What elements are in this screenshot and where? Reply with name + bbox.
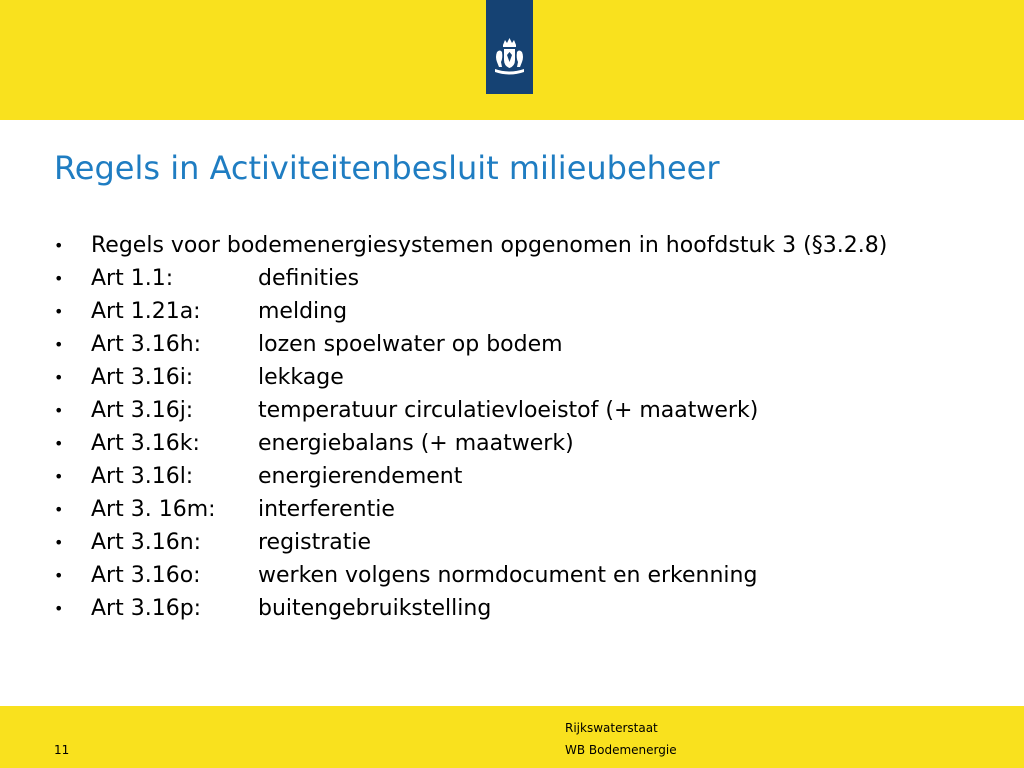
list-item — [54, 430, 974, 457]
article-description: registratie — [258, 530, 372, 555]
department-name: WB Bodemenergie — [565, 743, 677, 757]
article-description: buitengebruikstelling — [258, 596, 492, 621]
article-code: Art 3.16h: — [91, 332, 202, 357]
article-code: Art 3.16k: — [91, 431, 200, 456]
bullet-icon: • — [54, 566, 64, 585]
rijksoverheid-crest-icon — [486, 0, 533, 94]
list-item — [54, 529, 974, 556]
article-code: Art 3.16l: — [91, 464, 194, 489]
list-item — [54, 397, 974, 424]
article-description: temperatuur circulatievloeistof (+ maatwerk) — [258, 398, 759, 423]
article-code: Art 3.16j: — [91, 398, 194, 423]
bullet-icon: • — [54, 533, 64, 552]
article-code: Art 1.1: — [91, 266, 174, 291]
intro-text: Regels voor bodemenergiesystemen opgenomen in hoofdstuk 3 (§3.2.8) — [91, 233, 888, 258]
list-item — [54, 562, 974, 589]
list-item — [54, 364, 974, 391]
list-item — [54, 232, 974, 259]
bullet-icon: • — [54, 368, 64, 387]
bullet-icon: • — [54, 434, 64, 453]
bullet-icon: • — [54, 269, 64, 288]
page-number: 11 — [54, 743, 70, 757]
bullet-icon: • — [54, 335, 64, 354]
article-code: Art 1.21a: — [91, 299, 201, 324]
article-code: Art 3.16p: — [91, 596, 202, 621]
article-description: lozen spoelwater op bodem — [258, 332, 563, 357]
logo — [486, 0, 533, 94]
article-code: Art 3.16i: — [91, 365, 194, 390]
list-item — [54, 496, 974, 523]
article-code: Art 3.16n: — [91, 530, 202, 555]
article-description: energierendement — [258, 464, 463, 489]
list-item — [54, 595, 974, 622]
bullet-icon: • — [54, 401, 64, 420]
bullet-icon: • — [54, 500, 64, 519]
article-description: definities — [258, 266, 360, 291]
article-description: melding — [258, 299, 348, 324]
article-description: interferentie — [258, 497, 395, 522]
bullet-icon: • — [54, 467, 64, 486]
header-band — [0, 0, 1024, 120]
bullet-icon: • — [54, 302, 64, 321]
footer-band — [0, 706, 1024, 768]
list-item — [54, 298, 974, 325]
article-code: Art 3.16o: — [91, 563, 201, 588]
article-code: Art 3. 16m: — [91, 497, 216, 522]
slide-title: Regels in Activiteitenbesluit milieubeheer — [54, 149, 720, 187]
bullet-list — [54, 232, 974, 628]
list-item — [54, 331, 974, 358]
organization-name: Rijkswaterstaat — [565, 721, 658, 735]
bullet-icon: • — [54, 599, 64, 618]
article-description: werken volgens normdocument en erkenning — [258, 563, 758, 588]
list-item — [54, 265, 974, 292]
article-description: lekkage — [258, 365, 344, 390]
article-description: energiebalans (+ maatwerk) — [258, 431, 574, 456]
list-item — [54, 463, 974, 490]
bullet-icon: • — [54, 236, 64, 255]
